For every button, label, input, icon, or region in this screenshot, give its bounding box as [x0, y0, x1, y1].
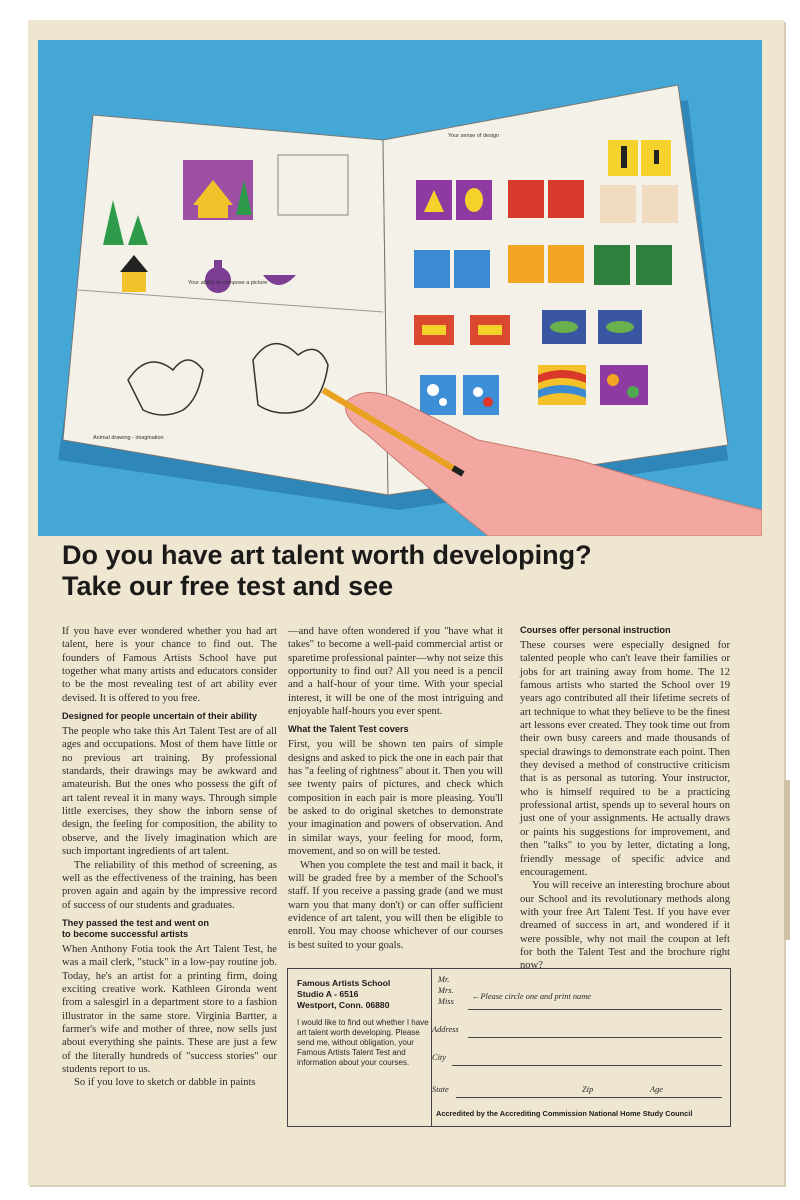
coupon-address-block	[288, 969, 432, 1126]
city-field[interactable]	[432, 1053, 722, 1067]
paragraph: The people who take this Art Talent Test are of all ages and occupations. Most of them have little or no previous art training. By professional standards, their drawings may be awkward and amateurish. But the ones who possess the gift of art talent reveal it in many ways. Through simple little exercises, they show the inborn sense of design, the feeling for composition, the ability to observe, and the lively imagination which are such important ingredients of art talent.	[62, 726, 277, 858]
section-heading	[62, 918, 277, 940]
design-caption: Your sense of design	[448, 133, 500, 139]
school-city: Westport, Conn. 06880	[297, 1000, 390, 1011]
headline	[62, 540, 762, 602]
headline-line2: Take our free test and see	[62, 571, 394, 601]
address-line[interactable]	[468, 1037, 722, 1038]
school-name: Famous Artists School	[297, 978, 391, 988]
address-field[interactable]	[432, 1025, 722, 1039]
paragraph: —and have often wondered if you "have what it takes" to become a well-paid commercial artist or sparetime professional painter—why not seize this opportunity to find out? All you need is a pencil and a half-hour of your time. With your special interest, it will be one of the most intriguing and enjoyable half-hours you ever spent.	[288, 626, 503, 718]
paragraph: When you complete the test and mail it back, it will be graded free by a member of the School's staff. If you receive a passing grade (and we must warn you that many don't) or can offer sufficient evidence of art talent, you will then be eligible to enroll. You may choose whichever of our courses is best suited to your goals.	[288, 859, 503, 951]
mail-coupon[interactable]	[287, 968, 731, 1127]
circle-note: ←Please circle one and print name	[472, 992, 592, 1001]
label-city: City	[432, 1053, 446, 1062]
coupon-request-text: I would like to find out whether I have art talent worth developing. Please send me, without obligation, your Famous Artists Talent Test and information about your courses.	[297, 1017, 429, 1067]
animal-caption: Animal drawing - imagination	[93, 435, 164, 441]
paragraph: These courses were especially designed for talented people who can't leave their families or jobs for art training away from home. The 12 famous artists who started the School over 19 years ago contributed all their lifetime secrets of art technique to what they believe to be the finest art lessons ever created. They took time out from their own busy careers and made thousands of special drawings to demonstrate each point. Then they devised a method of constructive criticism that is as personal as tutoring. Your instructor, who is himself required to be a practicing professional artist, spends up to several hours on just one of your assignments. He actually draws or paints his suggestions for improvement, and then "talks" to you by letter, dictating a long, friendly message of specific advice and encouragement.	[520, 640, 730, 878]
paragraph: So if you love to sketch or dabble in paints	[74, 1077, 256, 1089]
accreditation-note: Accredited by the Accrediting Commission National Home Study Council	[436, 1109, 693, 1118]
paragraph: First, you will be shown ten pairs of simple designs and asked to pick the one in each pair that has "a feeling of rightness" about it. Then you will see twenty pairs of pictures, and check which composition in each pair is more pleasing. You'll be asked to do original sketches to demonstrate your imagination and powers of observation. And in similar ways, your feeling for mood, form, movement, and so on will be tested.	[288, 739, 503, 858]
state-zip-age-field[interactable]	[432, 1085, 722, 1099]
label-state: State	[432, 1085, 449, 1094]
section-heading: Courses offer personal instruction	[520, 625, 671, 635]
heading-line: They passed the test and went on	[62, 917, 210, 928]
page-edge	[784, 780, 790, 940]
section-heading: Designed for people uncertain of their ability	[62, 711, 258, 722]
paragraph: You will receive an interesting brochure about our School and its revolutionary methods along with your free Art Talent Test. If you have ever dreamed of success in art, and wondered if it were possible, why not mail the coupon at left for both the Talent Test and the brochure right now?	[520, 880, 730, 972]
studio-number: Studio A - 6516	[297, 989, 359, 1000]
headline-line1: Do you have art talent worth developing?	[62, 540, 592, 570]
name-line[interactable]	[468, 1009, 722, 1010]
label-miss: Miss	[438, 997, 454, 1006]
talent-test-illustration	[38, 40, 762, 536]
composition-caption: Your ability to compose a picture	[188, 280, 268, 286]
label-address: Address	[432, 1025, 459, 1034]
section-heading: What the Talent Test covers	[288, 724, 409, 735]
column-1	[62, 625, 277, 1090]
open-book-drawing	[38, 40, 762, 536]
label-age: Age	[650, 1085, 664, 1094]
column-2	[288, 625, 503, 952]
state-line[interactable]	[456, 1097, 722, 1098]
paragraph: The reliability of this method of screening, as well as the effectiveness of the training, has been proven again and again by the impressive record of success of our students and graduates.	[62, 859, 277, 911]
heading-line: to become successful artists	[62, 928, 189, 939]
name-field[interactable]	[432, 992, 722, 1011]
label-zip: Zip	[582, 1085, 594, 1094]
label-mrs: Mrs.	[438, 986, 454, 995]
city-line[interactable]	[452, 1065, 722, 1066]
paragraph: When Anthony Fotia took the Art Talent Test, he was a mail clerk, "stuck" in a low-pay routine job. Today, he's an artist for a printing firm, doing exciting creative work. Kathleen Gironda went from a salesgirl in a department store to a fashion illustrator in the same store. Virginia Bartter, a farmer's wife and mother of three, now sells just about everything she paints. These are just a few of the literally hundreds of "success stories" our students report to us.	[62, 943, 277, 1075]
column-3	[520, 625, 730, 973]
intro-paragraph: If you have ever wondered whether you had art talent, here is your chance to find out. The founders of Famous Artists School have put together what many artists and educators consider to be the most revealing test of art ability ever devised. It is offered to you free.	[62, 626, 277, 704]
label-mr: Mr.	[438, 975, 450, 984]
